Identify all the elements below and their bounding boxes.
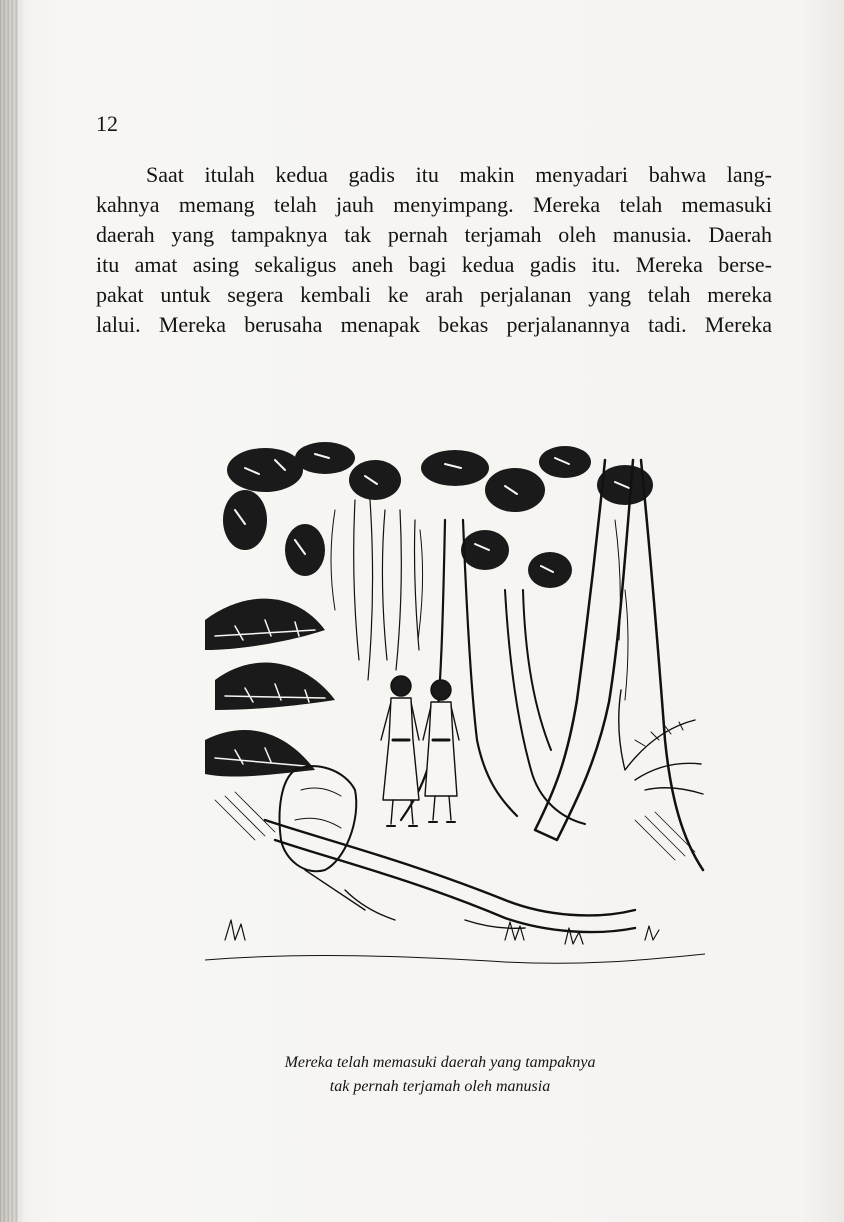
body-paragraph <box>96 160 772 340</box>
paragraph-line: kahnya memang telah jauh menyimpang. Mereka telah memasuki <box>96 192 772 217</box>
paragraph-line: pakat untuk segera kembali ke arah perjalanan yang telah mereka <box>96 282 772 307</box>
forest-illustration-icon <box>205 440 705 980</box>
page-edge <box>0 0 18 1222</box>
paragraph-line: lalui. Mereka berusaha menapak bekas perjalanannya tadi. Mereka <box>96 312 772 337</box>
caption-line-2: tak pernah terjamah oleh manusia <box>329 1078 551 1095</box>
illustration-caption <box>220 1051 660 1099</box>
paragraph-line: itu amat asing sekaligus aneh bagi kedua gadis itu. Mereka berse- <box>96 252 772 277</box>
paragraph-line: Saat itulah kedua gadis itu makin menyadari bahwa lang- <box>146 162 772 187</box>
paragraph-line: daerah yang tampaknya tak pernah terjamah oleh manusia. Daerah <box>96 222 772 247</box>
caption-line-1: Mereka telah memasuki daerah yang tampaknya <box>284 1054 596 1071</box>
page-number: 12 <box>96 111 118 136</box>
